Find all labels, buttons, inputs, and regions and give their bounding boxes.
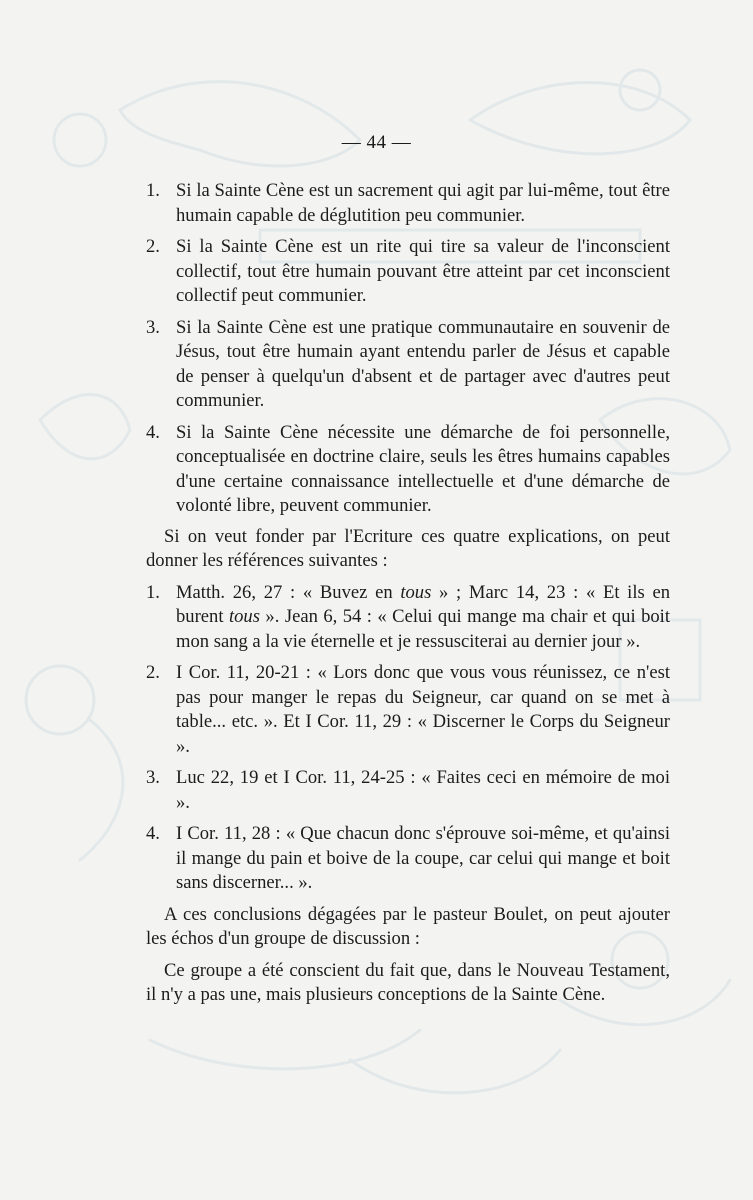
list-item-text: Si la Sainte Cène est une pratique communautaire en souvenir de Jésus, tout être humain ayant entendu parler de Jésus et capable de penser à quelqu'un d'absent et de partager avec d'autres peut communier. <box>176 316 670 411</box>
list-item-number: 1. <box>146 180 160 201</box>
text-run: » ; Marc 14, 23 : « Et ils en burent <box>176 581 671 627</box>
list-item <box>146 179 670 228</box>
list-item-number: 2. <box>146 236 160 257</box>
main-text <box>146 179 670 1008</box>
list-item-text: I Cor. 11, 20-21 : « Lors donc que vous vous réunissez, ce n'est pas pour manger le repas du Seigneur, car quand on se met à table... etc. ». Et I Cor. 11, 29 : « Discerner le Corps du Seigneur ». <box>176 662 670 757</box>
list-item-text: Si la Sainte Cène est un rite qui tire sa valeur de l'inconscient collectif, tout être humain pouvant être atteint par cet inconscient collectif peut communier. <box>176 236 670 306</box>
list-item-number: 1. <box>146 581 160 603</box>
list-item <box>146 581 670 655</box>
list-item-number: 4. <box>146 823 160 844</box>
references-list <box>146 581 670 896</box>
list-item-number: 3. <box>146 767 160 788</box>
list-item-number: 4. <box>146 421 160 443</box>
list-item-text: I Cor. 11, 28 : « Que chacun donc s'éprouve soi-même, et qu'ainsi il mange du pain et boive de la coupe, car celui qui mange et boit sans discerner... ». <box>176 823 670 893</box>
text-run: ». Jean 6, 54 : « Celui qui mange ma chair et qui boit mon sang a la vie éternelle et je ressusciterai au dernier jour ». <box>176 606 670 652</box>
paragraph-conclusions: A ces conclusions dégagées par le pasteur Boulet, on peut ajouter les échos d'un groupe de discussion : <box>146 903 670 949</box>
conditions-list <box>146 179 670 519</box>
paragraph-references-intro: Si on veut fonder par l'Ecriture ces quatre explications, on peut donner les références suivantes : <box>146 525 670 571</box>
list-item <box>146 316 670 414</box>
paragraph-group-discussion: Ce groupe a été conscient du fait que, dans le Nouveau Testament, il n'y a pas une, mais plusieurs conceptions de la Sainte Cène. <box>146 959 670 1005</box>
list-item-number: 2. <box>146 662 160 683</box>
italic-word: tous <box>228 606 260 627</box>
italic-word: tous <box>400 581 432 603</box>
list-item <box>146 822 670 896</box>
list-item-text: Luc 22, 19 et I Cor. 11, 24-25 : « Faites ceci en mémoire de moi ». <box>176 767 670 813</box>
list-item <box>146 421 670 519</box>
list-item <box>146 235 670 309</box>
list-item-text: Si la Sainte Cène nécessite une démarche de foi personnelle, conceptualisée en doctrine claire, seuls les êtres humains capables d'une certaine connaissance intellectuelle et d'une démarche de volonté libre, peuvent communier. <box>176 421 670 516</box>
text-run: Matth. 26, 27 : « Buvez en <box>176 581 401 603</box>
list-item-text: Si la Sainte Cène est un sacrement qui agit par lui-même, tout être humain capable de déglutition peu communier. <box>176 180 670 226</box>
list-item <box>146 661 670 759</box>
list-item-text <box>176 581 670 655</box>
list-item-number: 3. <box>146 316 160 338</box>
list-item <box>146 766 670 815</box>
page-number: — 44 — <box>341 132 412 153</box>
